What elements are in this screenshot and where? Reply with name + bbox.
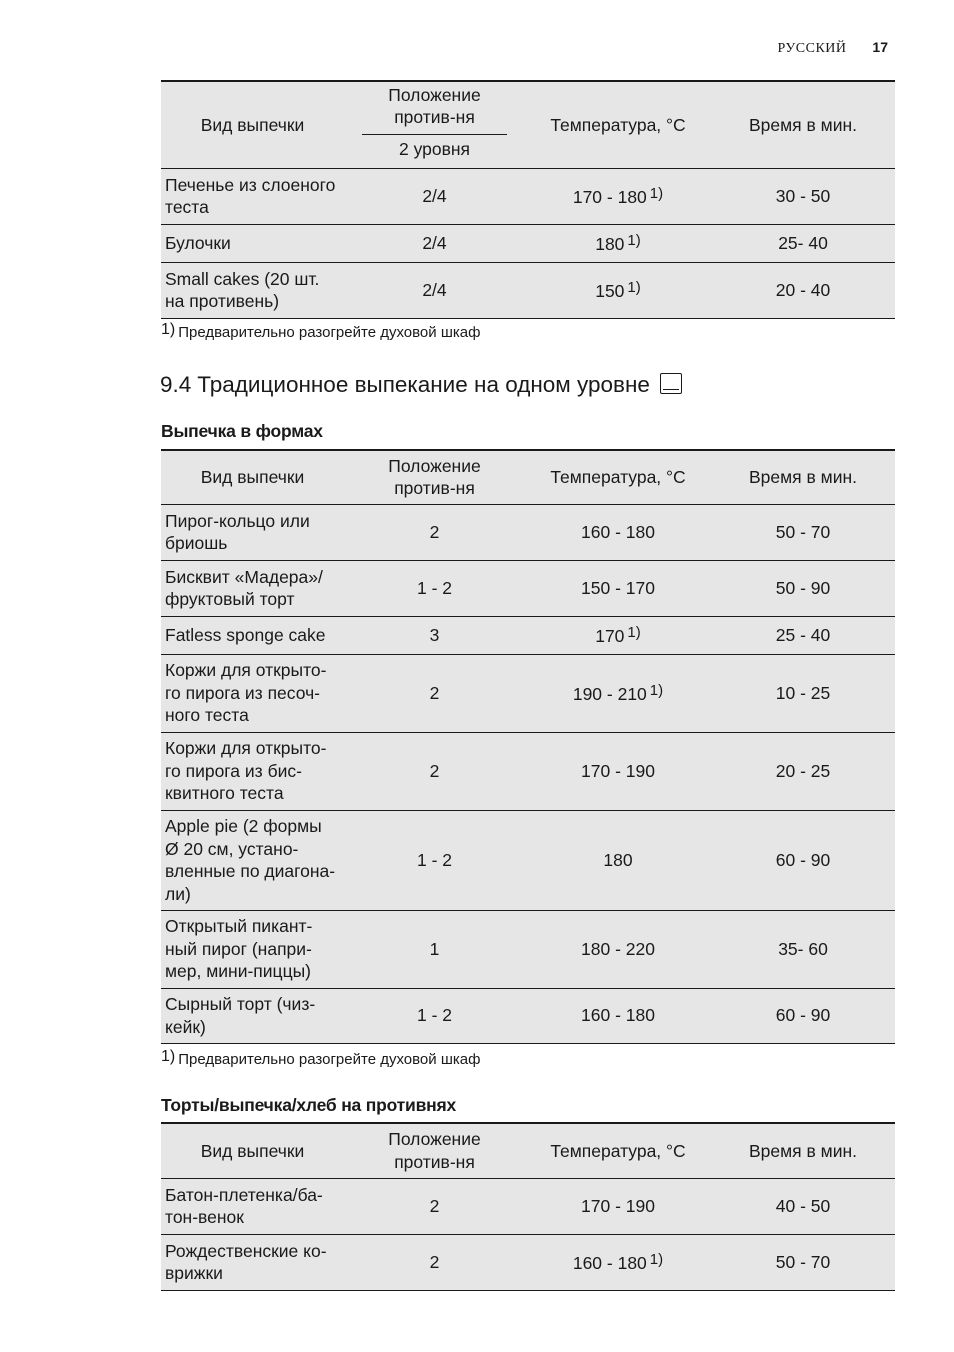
cell-shelf-position: 1	[344, 910, 525, 988]
temperature-value: 160 - 180	[581, 521, 655, 542]
table-row	[161, 1234, 895, 1290]
cell-temperature	[525, 560, 711, 616]
table-row	[161, 1178, 895, 1234]
cell-baking-type: Apple pie (2 формы Ø 20 см, устано-вленные по диагона-ли)	[161, 810, 344, 910]
cell-baking-type: Печенье из слоеного теста	[161, 168, 344, 224]
table-row	[161, 168, 895, 224]
cell-time: 20 - 25	[711, 732, 895, 810]
header-shelf-position: Положение против-ня	[388, 455, 481, 499]
temperature-value: 180	[603, 849, 633, 870]
cell-baking-type: Fatless sponge cake	[161, 616, 344, 654]
cell-time: 50 - 90	[711, 560, 895, 616]
cell-temperature	[525, 654, 711, 732]
section-title-text: Традиционное выпекание на одном уровне	[197, 372, 650, 397]
language-label: РУССКИЙ	[777, 41, 847, 56]
temperature-value: 190 - 210	[572, 684, 647, 705]
cell-temperature	[525, 988, 711, 1043]
temperature-value: 150 - 170	[581, 577, 655, 598]
section-title	[160, 372, 682, 398]
cell-temperature	[525, 1234, 711, 1290]
cell-time: 60 - 90	[711, 810, 895, 910]
cell-temperature	[525, 616, 711, 654]
cell-shelf-position: 1 - 2	[344, 988, 525, 1043]
temperature-value: 170 - 180	[572, 187, 647, 208]
cell-time: 10 - 25	[711, 654, 895, 732]
cell-shelf-position: 2	[344, 732, 525, 810]
table-two-levels	[161, 80, 895, 319]
page-number: 17	[872, 39, 888, 55]
cell-shelf-position: 2	[344, 654, 525, 732]
cell-baking-type: Булочки	[161, 224, 344, 262]
header-time: Время в мин.	[749, 1140, 857, 1161]
cell-temperature	[525, 224, 711, 262]
cell-time: 50 - 70	[711, 1234, 895, 1290]
header-baking-type: Вид выпечки	[200, 114, 305, 135]
footnote-text: Предварительно разогрейте духовой шкаф	[178, 324, 481, 341]
footnote-text: Предварительно разогрейте духовой шкаф	[178, 1051, 481, 1068]
cell-baking-type: Рождественские ко-врижки	[161, 1234, 344, 1290]
header-temperature: Температура, °C	[550, 467, 686, 487]
footnote-ref: 1)	[649, 185, 664, 203]
cell-shelf-position: 2/4	[344, 262, 525, 318]
footnote-ref: 1)	[627, 279, 641, 297]
cell-time: 50 - 70	[711, 504, 895, 560]
cell-baking-type: Сырный торт (чиз-кейк)	[161, 988, 344, 1043]
footnote-ref: 1)	[627, 624, 641, 642]
table-row	[161, 732, 895, 810]
footnote-2	[161, 1048, 480, 1068]
temperature-value: 170	[595, 626, 625, 647]
table-row	[161, 224, 895, 262]
footnote-marker: 1)	[161, 1048, 176, 1065]
subhead-cakes-on-trays: Торты/выпечка/хлеб на противнях	[161, 1095, 457, 1115]
footnote-ref: 1)	[649, 1251, 664, 1269]
cell-time: 25 - 40	[711, 616, 895, 654]
cell-time: 25- 40	[711, 224, 895, 262]
cell-baking-type: Батон-плетенка/ба-тон-венок	[161, 1178, 344, 1234]
temperature-value: 160 - 180	[572, 1253, 647, 1274]
table2-body	[161, 504, 895, 1043]
temperature-value: 180	[595, 234, 625, 255]
cell-baking-type: Бисквит «Мадера»/ фруктовый торт	[161, 560, 344, 616]
cell-baking-type: Small cakes (20 шт. на противень)	[161, 262, 344, 318]
cell-time: 30 - 50	[711, 168, 895, 224]
footnote-ref: 1)	[649, 682, 664, 700]
cell-time: 35- 60	[711, 910, 895, 988]
cell-shelf-position: 2	[344, 1234, 525, 1290]
cell-time: 20 - 40	[711, 262, 895, 318]
cell-shelf-position: 2	[344, 1178, 525, 1234]
temperature-value: 150	[595, 281, 625, 302]
table-row	[161, 504, 895, 560]
table-row	[161, 262, 895, 318]
header-time: Время в мин.	[749, 114, 857, 135]
footnote-1	[161, 321, 480, 341]
cell-temperature	[525, 810, 711, 910]
cell-shelf-position: 1 - 2	[344, 810, 525, 910]
cell-temperature	[525, 910, 711, 988]
cell-shelf-position: 1 - 2	[344, 560, 525, 616]
cell-shelf-position: 2/4	[344, 224, 525, 262]
running-head	[777, 39, 888, 57]
header-levels: 2 уровня	[398, 139, 471, 159]
cell-shelf-position: 2/4	[344, 168, 525, 224]
header-time: Время в мин.	[749, 467, 857, 487]
cell-temperature	[525, 168, 711, 224]
table3-body	[161, 1178, 895, 1290]
temperature-value: 180 - 220	[581, 938, 655, 959]
table-row	[161, 810, 895, 910]
table1-body	[161, 168, 895, 318]
temperature-value: 170 - 190	[581, 760, 655, 781]
footnote-marker: 1)	[161, 321, 176, 338]
cell-baking-type: Коржи для открыто-го пирога из песоч-ного теста	[161, 654, 344, 732]
table-row	[161, 988, 895, 1043]
subhead-baking-in-tins: Выпечка в формах	[161, 421, 323, 441]
cell-temperature	[525, 504, 711, 560]
table-baking-in-tins	[161, 449, 895, 1044]
header-baking-type: Вид выпечки	[200, 467, 305, 487]
header-shelf-position: Положение против-ня	[388, 1129, 481, 1172]
cell-temperature	[525, 1178, 711, 1234]
header-shelf-position: Положение против-ня	[344, 81, 525, 136]
header-baking-type: Вид выпечки	[200, 1140, 305, 1161]
table-row	[161, 616, 895, 654]
cell-shelf-position: 2	[344, 504, 525, 560]
cell-time: 40 - 50	[711, 1178, 895, 1234]
cell-baking-type: Пирог-кольцо или бриошь	[161, 504, 344, 560]
table-row	[161, 654, 895, 732]
footnote-ref: 1)	[627, 232, 641, 250]
cell-temperature	[525, 262, 711, 318]
cell-time: 60 - 90	[711, 988, 895, 1043]
table-row	[161, 560, 895, 616]
cell-baking-type: Открытый пикант-ный пирог (напри-мер, мини-пиццы)	[161, 910, 344, 988]
temperature-value: 160 - 180	[581, 1005, 655, 1026]
cell-baking-type: Коржи для открыто-го пирога из бис-квитного теста	[161, 732, 344, 810]
table-cakes-on-trays	[161, 1122, 895, 1291]
header-temperature: Температура, °C	[550, 1140, 686, 1161]
cell-temperature	[525, 732, 711, 810]
oven-heating-icon	[660, 373, 682, 394]
section-number: 9.4	[160, 372, 192, 397]
cell-shelf-position: 3	[344, 616, 525, 654]
header-temperature: Температура, °C	[550, 114, 686, 135]
table-row	[161, 910, 895, 988]
temperature-value: 170 - 190	[581, 1195, 655, 1216]
